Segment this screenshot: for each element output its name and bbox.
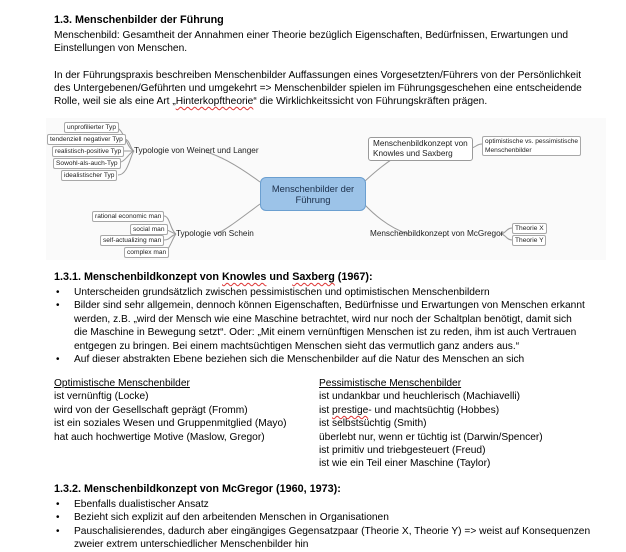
mindmap-center-topic: Menschenbilder der Führung xyxy=(260,177,366,211)
leaf-theorie-x: Theorie X xyxy=(512,223,547,234)
paragraph-line-2: des Untergebenen/Geführten und umgekehrt => Menschenbilder spielen im Führungsgeschehen eine entscheidende xyxy=(54,83,582,94)
leaf-weinert-5: idealistischer Typ xyxy=(61,170,117,181)
bullet-icon: • xyxy=(56,525,60,537)
definition-line-1: Menschenbild: Gesamtheit der Annahmen einer Theorie bezüglich Eigenschaften, Bedürfnissen, Erwartungen und xyxy=(54,30,569,41)
list-item: wird von der Gesellschaft geprägt (Fromm) xyxy=(54,404,248,416)
leaf-schein-1: rational economic man xyxy=(92,211,164,222)
list-item: ist selbstsüchtig (Smith) xyxy=(319,418,427,430)
branch-knowles-saxberg: Menschenbildkonzept von Knowles und Saxberg xyxy=(368,137,473,161)
knowles-bullet-list xyxy=(54,286,585,366)
paragraph-line-1: In der Führungspraxis beschreiben Menschenbilder Auffassungen eines Vorgesetzten/Führers von der Persönlichkeit xyxy=(54,70,582,81)
pessimistic-column xyxy=(319,377,543,471)
leaf-schein-3: self-actualizing man xyxy=(100,235,164,246)
list-item: ist vernünftig (Locke) xyxy=(54,391,149,403)
paragraph-line-3: Rolle, weil sie als eine Art „Hinterkopftheorie“ die Wirklichkeitssicht von Führungskräften prägen. xyxy=(54,96,488,107)
branch-schein: Typologie von Schein xyxy=(176,229,254,238)
section-heading: 1.3. Menschenbilder der Führung xyxy=(54,14,224,26)
subsection-heading-mcgregor: 1.3.2. Menschenbildkonzept von McGregor (1960, 1973): xyxy=(54,483,341,495)
list-item: ist ein soziales Wesen und Gruppenmitglied (Mayo) xyxy=(54,418,287,430)
optimistic-column xyxy=(54,377,287,444)
branch-mcgregor: Menschenbildkonzept von McGregor xyxy=(370,229,504,238)
leaf-schein-2: social man xyxy=(130,224,168,235)
list-item: ist undankbar und heuchlerisch (Machiavelli) xyxy=(319,391,521,403)
leaf-theorie-y: Theorie Y xyxy=(512,235,546,246)
list-item: • Bilder sind sehr allgemein, dennoch können Eigenschaften, Bedürfnisse und Erwartungen von Menschen erkannt werden, z.B. „wird der Mensch wie eine Maschine betrachtet, wird nur noch der Schaltplan benötigt, damit sich die Maschine in Bewegung setzt“. Oder: „Mit einem vernünftigen Menschen ist zu reden, ihm ist auch Vertrauen entgegen zu bringen. Bei einem machtsüchtigen Menschen sieht das vermutlich ganz anders aus.“ xyxy=(56,300,585,352)
pessimistic-title: Pessimistische Menschenbilder xyxy=(319,378,462,389)
list-item: • Auf dieser abstrakten Ebene beziehen sich die Menschenbilder auf die Natur des Menschen an sich xyxy=(56,354,525,366)
mcgregor-bullet-list xyxy=(54,498,590,552)
list-item: • Ebenfalls dualistischer Ansatz xyxy=(56,499,209,510)
spellcheck-word: Hinterkopftheorie xyxy=(175,96,254,107)
bullet-icon: • xyxy=(56,287,60,298)
list-item: ist wie ein Teil einer Maschine (Taylor) xyxy=(319,458,491,470)
definition-line-2: Einstellungen von Menschen. xyxy=(54,43,188,54)
leaf-weinert-4: Sowohl-als-auch-Typ xyxy=(53,158,121,169)
list-item: • Pauschalisierendes, dadurch aber eingängiges Gegensatzpaar (Theorie X, Theorie Y) => weist auf Konsequenzen zweier extrem unterschiedlicher Menschenbilder hin xyxy=(56,525,591,551)
list-item: ist primitiv und triebgesteuert (Freud) xyxy=(319,445,486,457)
leaf-weinert-1: unprofilierter Typ xyxy=(64,122,119,133)
bullet-icon: • xyxy=(56,512,60,524)
optimistic-title: Optimistische Menschenbilder xyxy=(54,378,190,389)
subsection-heading-knowles: 1.3.1. Menschenbildkonzept von Knowles und Saxberg (1967): xyxy=(54,271,373,283)
list-item: hat auch hochwertige Motive (Maslow, Gregor) xyxy=(54,431,265,443)
leaf-weinert-3: realistisch-positive Typ xyxy=(52,146,124,157)
bullet-icon: • xyxy=(56,499,60,510)
list-item: • Unterscheiden grundsätzlich zwischen pessimistischen und optimistischen Menschenbildern xyxy=(56,287,490,298)
list-item: überlebt nur, wenn er tüchtig ist (Darwin/Spencer) xyxy=(319,431,543,443)
leaf-knowles: optimistische vs. pessimistische Menschenbilder xyxy=(482,136,581,156)
mindmap-figure xyxy=(46,118,606,260)
bullet-icon: • xyxy=(56,354,60,366)
leaf-schein-4: complex man xyxy=(124,247,169,258)
list-item: • Bezieht sich explizit auf den arbeitenden Menschen in Organisationen xyxy=(56,512,389,524)
list-item: ist prestige- und machtsüchtig (Hobbes) xyxy=(319,404,500,416)
bullet-icon: • xyxy=(56,300,60,312)
leaf-weinert-2: tendenziell negativer Typ xyxy=(47,134,126,145)
branch-weinert-langer: Typologie von Weinert und Langer xyxy=(134,146,259,155)
